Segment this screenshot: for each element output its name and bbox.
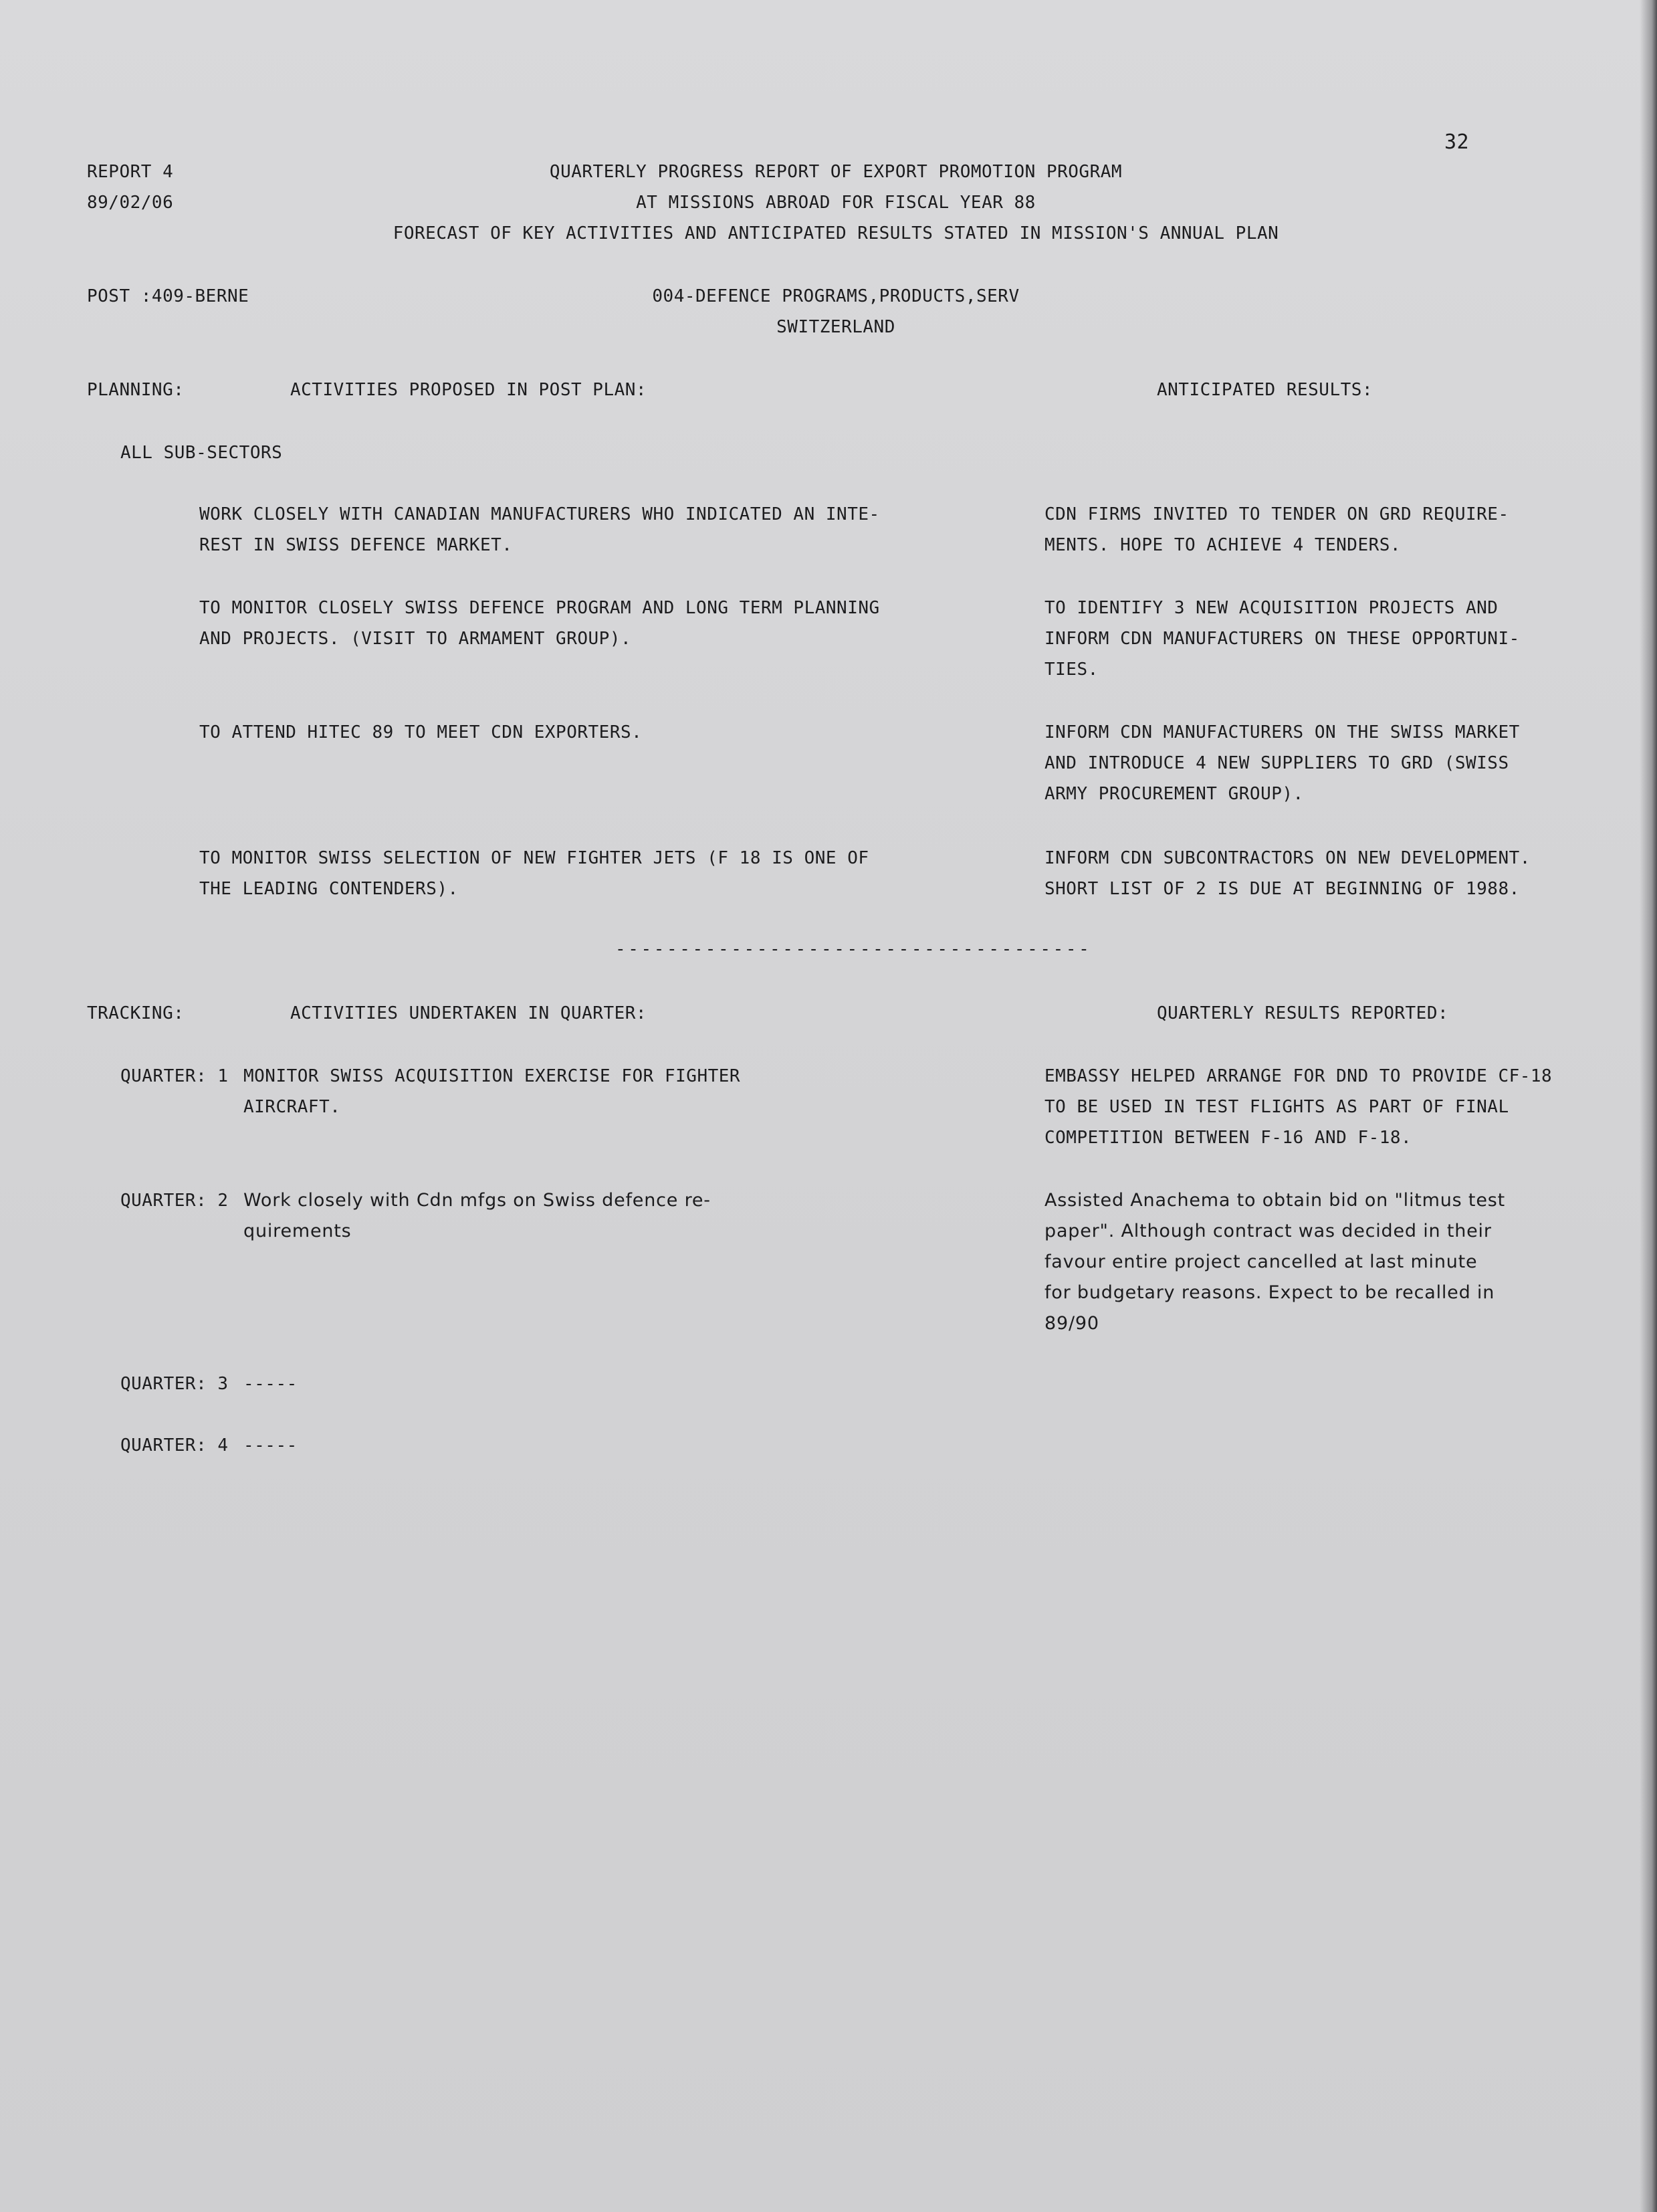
quarter-3-activity: -----: [243, 1374, 298, 1394]
quarter-1-result: [1044, 1061, 1552, 1153]
text-line: Assisted Anachema to obtain bid on "litmus test: [1044, 1190, 1505, 1211]
planning-result-2: [1044, 593, 1520, 685]
planning-results-header: ANTICIPATED RESULTS:: [1157, 380, 1373, 400]
text-line: ARMY PROCUREMENT GROUP).: [1044, 784, 1304, 804]
text-line: INFORM CDN MANUFACTURERS ON THE SWISS MARKET: [1044, 722, 1520, 742]
planning-result-1: [1044, 499, 1509, 561]
text-line: Work closely with Cdn mfgs on Swiss defence re-: [243, 1190, 711, 1211]
text-line: THE LEADING CONTENDERS).: [199, 879, 459, 899]
text-line: WORK CLOSELY WITH CANADIAN MANUFACTURERS WHO INDICATED AN INTE-: [199, 504, 880, 524]
text-line: 89/90: [1044, 1313, 1099, 1334]
tracking-results-header: QUARTERLY RESULTS REPORTED:: [1157, 1003, 1449, 1023]
text-line: AND INTRODUCE 4 NEW SUPPLIERS TO GRD (SWISS: [1044, 753, 1509, 773]
text-line: paper". Although contract was decided in their: [1044, 1221, 1492, 1241]
page-edge-shadow: [1640, 0, 1657, 2212]
text-line: REST IN SWISS DEFENCE MARKET.: [199, 535, 513, 555]
report-date: 89/02/06: [87, 193, 174, 213]
subsector-label: ALL SUB-SECTORS: [120, 443, 283, 463]
text-line: INFORM CDN SUBCONTRACTORS ON NEW DEVELOPMENT.: [1044, 848, 1531, 868]
quarter-4-activity: -----: [243, 1435, 298, 1455]
post-label: POST :409-BERNE: [87, 286, 249, 306]
text-line: for budgetary reasons. Expect to be recalled in: [1044, 1282, 1495, 1303]
planning-result-3: [1044, 717, 1520, 809]
page-number: 32: [1444, 130, 1470, 154]
text-line: favour entire project cancelled at last minute: [1044, 1251, 1478, 1272]
planning-result-4: [1044, 843, 1531, 904]
planning-activity-2: [199, 593, 880, 654]
planning-activity-1: [199, 499, 880, 561]
text-line: TO ATTEND HITEC 89 TO MEET CDN EXPORTERS.: [199, 722, 643, 742]
text-line: TO MONITOR SWISS SELECTION OF NEW FIGHTER JETS (F 18 IS ONE OF: [199, 848, 869, 868]
quarter-3-label: QUARTER: 3: [120, 1374, 229, 1394]
text-line: INFORM CDN MANUFACTURERS ON THESE OPPORTUNI-: [1044, 629, 1520, 649]
text-line: TO IDENTIFY 3 NEW ACQUISITION PROJECTS AND: [1044, 598, 1499, 618]
text-line: quirements: [243, 1221, 352, 1241]
report-title-line2: AT MISSIONS ABROAD FOR FISCAL YEAR 88: [636, 193, 1036, 213]
planning-activity-3: [199, 717, 642, 748]
report-id: REPORT 4: [87, 162, 174, 182]
report-title-line1: QUARTERLY PROGRESS REPORT OF EXPORT PROMOTION PROGRAM: [549, 162, 1123, 182]
text-line: SHORT LIST OF 2 IS DUE AT BEGINNING OF 1988.: [1044, 879, 1520, 899]
tracking-activities-header: ACTIVITIES UNDERTAKEN IN QUARTER:: [290, 1003, 647, 1023]
text-line: TO MONITOR CLOSELY SWISS DEFENCE PROGRAM AND LONG TERM PLANNING: [199, 598, 880, 618]
planning-activity-4: [199, 843, 869, 904]
text-line: TIES.: [1044, 660, 1099, 680]
quarter-1-activity: [243, 1061, 740, 1122]
text-line: EMBASSY HELPED ARRANGE FOR DND TO PROVIDE CF-18: [1044, 1066, 1553, 1086]
section-divider: -------------------------------------: [615, 939, 1092, 959]
text-line: COMPETITION BETWEEN F-16 AND F-18.: [1044, 1128, 1412, 1148]
text-line: MENTS. HOPE TO ACHIEVE 4 TENDERS.: [1044, 535, 1402, 555]
text-line: AND PROJECTS. (VISIT TO ARMAMENT GROUP).: [199, 629, 632, 649]
planning-activities-header: ACTIVITIES PROPOSED IN POST PLAN:: [290, 380, 647, 400]
report-title-line3: FORECAST OF KEY ACTIVITIES AND ANTICIPATED RESULTS STATED IN MISSION'S ANNUAL PLAN: [393, 223, 1279, 243]
quarter-2-label: QUARTER: 2: [120, 1191, 229, 1211]
text-line: CDN FIRMS INVITED TO TENDER ON GRD REQUIRE-: [1044, 504, 1509, 524]
planning-label: PLANNING:: [87, 380, 185, 400]
quarter-1-label: QUARTER: 1: [120, 1066, 229, 1086]
tracking-label: TRACKING:: [87, 1003, 185, 1023]
quarter-2-activity: [243, 1185, 711, 1247]
post-country: SWITZERLAND: [776, 317, 895, 337]
quarter-4-label: QUARTER: 4: [120, 1435, 229, 1455]
text-line: TO BE USED IN TEST FLIGHTS AS PART OF FINAL: [1044, 1097, 1509, 1117]
post-sector: 004-DEFENCE PROGRAMS,PRODUCTS,SERV: [652, 286, 1020, 306]
text-line: AIRCRAFT.: [243, 1097, 341, 1117]
text-line: MONITOR SWISS ACQUISITION EXERCISE FOR FIGHTER: [243, 1066, 741, 1086]
quarter-2-result: [1044, 1185, 1505, 1339]
